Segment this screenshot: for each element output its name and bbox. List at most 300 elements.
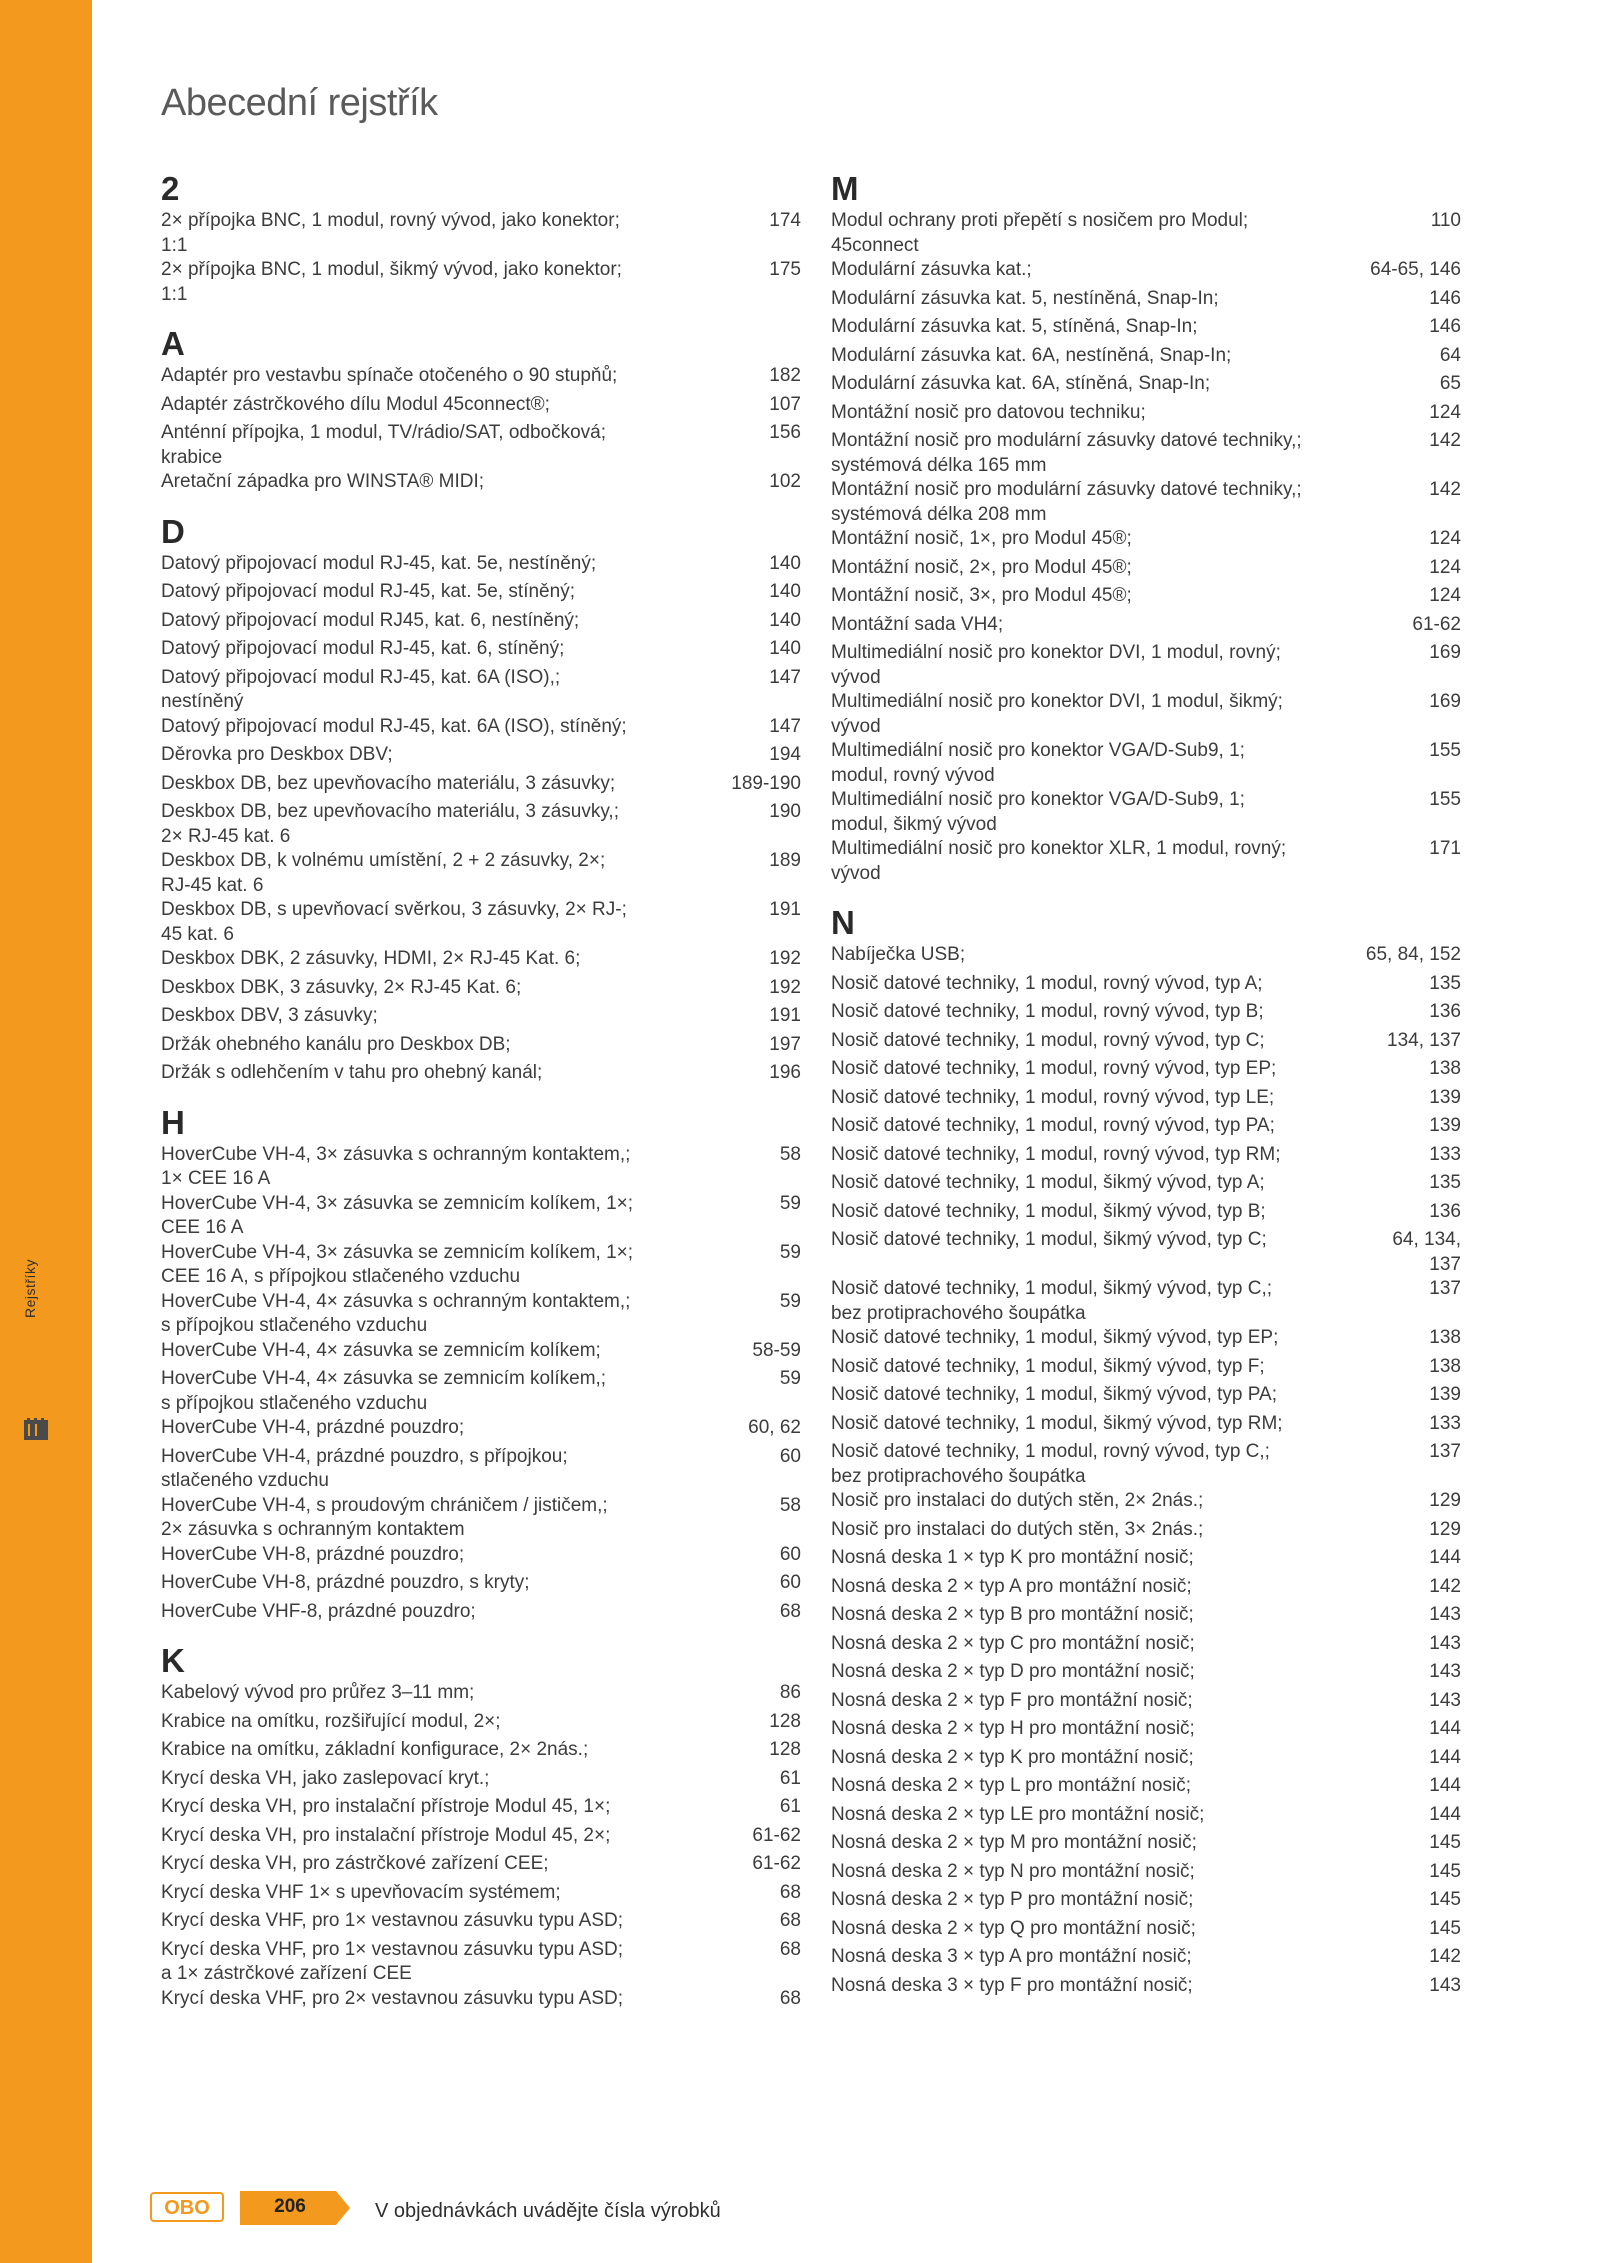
index-entry [831, 1575, 1461, 1600]
page-reference-value: 124 [1429, 585, 1461, 606]
index-entry [831, 788, 1461, 837]
entry-text: Deskbox DBK, 2 zásuvky, HDMI, 2× RJ-45 Kat. 6; [161, 948, 581, 969]
index-entry [831, 1489, 1461, 1514]
page-reference-value: 169 [1429, 642, 1461, 663]
page-reference-value: 174 [769, 210, 801, 231]
index-entry [161, 1600, 801, 1625]
entry-text: Nosič datové techniky, 1 modul, rovný vývod, typ PA; [831, 1115, 1275, 1136]
page-reference-value: 61 [779, 1796, 801, 1817]
index-entry [831, 1355, 1461, 1380]
page-reference [1429, 1831, 1461, 1856]
entry-text: HoverCube VH-4, 4× zásuvka se zemnicím kolíkem,; [161, 1368, 607, 1389]
entry-text: Nosič datové techniky, 1 modul, rovný vývod, typ LE; [831, 1086, 1275, 1108]
entry-text-continued: vývod [831, 715, 881, 737]
entry-text: Montážní nosič, 3×, pro Modul 45®; [831, 585, 1132, 606]
entry-text-continued: 2× zásuvka s ochranným kontaktem [161, 1519, 465, 1540]
page-reference-value: 143 [1429, 1974, 1461, 1996]
page-reference-value: 190 [769, 801, 801, 822]
page-reference-value: 189-190 [731, 772, 801, 794]
index-entry [831, 1546, 1461, 1571]
page-reference [1429, 1326, 1461, 1351]
page-reference [769, 258, 801, 283]
index-entry [831, 344, 1461, 369]
page-reference-value: 65 [1439, 373, 1461, 394]
page-reference-value: 145 [1429, 1889, 1461, 1910]
index-entry [161, 1192, 801, 1241]
page-reference [769, 637, 801, 662]
page-reference-value: 136 [1429, 1200, 1461, 1222]
page-reference-value: 68 [779, 1881, 801, 1903]
index-section [161, 1642, 801, 2011]
entry-text: Deskbox DB, bez upevňovacího materiálu, 3 zásuvky,; [161, 801, 619, 822]
index-entry [161, 1938, 801, 1987]
index-entry [831, 1412, 1461, 1437]
entry-text: Montážní sada VH4; [831, 613, 1004, 635]
index-entry [161, 1738, 801, 1763]
page-reference-value: 58 [779, 1494, 801, 1516]
page-reference-value: 59 [779, 1241, 801, 1263]
entry-text: HoverCube VH-4, 4× zásuvka se zemnicím kolíkem; [161, 1339, 601, 1361]
index-entry [831, 527, 1461, 552]
entry-text-continued: 1:1 [161, 234, 188, 256]
page-reference-value: 124 [1429, 528, 1461, 549]
index-tab-icon [24, 1418, 48, 1440]
page-reference-value: 58-59 [752, 1339, 801, 1361]
page-reference-value: 86 [779, 1682, 801, 1703]
page-reference-value-continued: 137 [1429, 1253, 1461, 1275]
entry-text: Datový připojovací modul RJ-45, kat. 6, stíněný; [161, 638, 565, 659]
entry-text: Nosič pro instalaci do dutých stěn, 3× 2nás.; [831, 1518, 1204, 1540]
entry-text-continued: stlačeného vzduchu [161, 1470, 329, 1491]
entry-text: Modulární zásuvka kat. 5, stíněná, Snap-In; [831, 316, 1198, 337]
index-entry [161, 947, 801, 972]
page-reference [1429, 1917, 1461, 1942]
index-entry [161, 1909, 801, 1934]
page-reference [1429, 1603, 1461, 1628]
entry-text: Nosná deska 2 × typ B pro montážní nosič; [831, 1604, 1194, 1625]
page-reference [1429, 1383, 1461, 1408]
index-entry [831, 1171, 1461, 1196]
page-reference [780, 1795, 801, 1820]
page-reference-value: 155 [1429, 740, 1461, 761]
page-reference-value: 144 [1429, 1775, 1461, 1796]
entry-text: Anténní přípojka, 1 modul, TV/rádio/SAT, odbočková; [161, 422, 606, 443]
page-reference-value: 68 [779, 1910, 801, 1931]
index-entry [831, 1660, 1461, 1685]
page-reference-value: 143 [1429, 1689, 1461, 1711]
index-entry [161, 393, 801, 418]
index-entry [161, 1445, 801, 1494]
page-reference [1429, 739, 1461, 764]
index-entry [161, 1987, 801, 2012]
index-entry [161, 1824, 801, 1849]
entry-text: Deskbox DBV, 3 zásuvky; [161, 1005, 378, 1026]
page-reference [1429, 556, 1461, 581]
entry-text: Datový připojovací modul RJ45, kat. 6, nestíněný; [161, 609, 580, 631]
entry-text-continued: nestíněný [161, 691, 244, 712]
index-entry [831, 613, 1461, 638]
index-entry [831, 1746, 1461, 1771]
entry-text: 2× přípojka BNC, 1 modul, šikmý vývod, jako konektor; [161, 259, 622, 280]
index-entry [831, 972, 1461, 997]
page-reference [769, 470, 801, 495]
index-entry [831, 641, 1461, 690]
index-entry [831, 1326, 1461, 1351]
index-entry [831, 372, 1461, 397]
entry-text-continued: modul, rovný vývod [831, 764, 995, 786]
page-reference-value: 138 [1429, 1355, 1461, 1377]
page-reference [1429, 1355, 1461, 1380]
index-section [161, 325, 801, 495]
page-reference [769, 849, 801, 874]
index-entry [161, 1143, 801, 1192]
entry-text: Adaptér zástrčkového dílu Modul 45connect®; [161, 393, 550, 415]
page-reference [1429, 1974, 1461, 1999]
entry-text: 2× přípojka BNC, 1 modul, rovný vývod, jako konektor; [161, 210, 620, 231]
page-reference [1387, 1029, 1461, 1054]
index-entry [161, 1767, 801, 1792]
page-reference-value: 139 [1429, 1384, 1461, 1405]
page-reference [1429, 1000, 1461, 1025]
page-reference [780, 1445, 801, 1470]
index-entry [831, 1440, 1461, 1489]
page-reference-value: 68 [779, 1600, 801, 1622]
index-entry [161, 898, 801, 947]
entry-text: Nosič datové techniky, 1 modul, šikmý vývod, typ EP; [831, 1327, 1279, 1348]
page-reference-value: 143 [1429, 1632, 1461, 1654]
page-reference [752, 1824, 801, 1849]
page-reference-value: 128 [769, 1710, 801, 1732]
section-letter: A [161, 325, 185, 362]
entry-text: Nosič datové techniky, 1 modul, rovný vývod, typ C,; [831, 1441, 1270, 1462]
page-reference-value: 134, 137 [1387, 1029, 1461, 1051]
index-entry [161, 364, 801, 389]
index-entry [831, 1114, 1461, 1139]
page-reference [1429, 429, 1461, 454]
page-reference [769, 800, 801, 825]
page-reference-value: 68 [779, 1938, 801, 1960]
entry-text: Nosná deska 2 × typ C pro montážní nosič; [831, 1632, 1195, 1654]
entry-text: Držák ohebného kanálu pro Deskbox DB; [161, 1033, 511, 1055]
page-reference-value: 145 [1429, 1860, 1461, 1882]
page-reference-value: 194 [769, 744, 801, 765]
entry-text: Nosič datové techniky, 1 modul, šikmý vývod, typ C,; [831, 1278, 1273, 1299]
side-label: Rejstříky [22, 1259, 38, 1318]
entry-text-continued: systémová délka 165 mm [831, 454, 1047, 476]
page-reference-value: 140 [769, 609, 801, 631]
index-entry [161, 1681, 801, 1706]
page-reference [769, 947, 801, 972]
page-reference-value: 146 [1429, 287, 1461, 309]
index-entry [831, 478, 1461, 527]
index-entry [161, 1571, 801, 1596]
index-entry [161, 849, 801, 898]
index-entry [831, 1086, 1461, 1111]
page-reference-value: 129 [1429, 1490, 1461, 1511]
page-reference [1429, 1746, 1461, 1771]
page-reference-value: 191 [769, 1005, 801, 1026]
page-reference-value: 133 [1429, 1143, 1461, 1165]
page-reference-value: 135 [1429, 972, 1461, 994]
index-entry [161, 1710, 801, 1735]
entry-text: Modulární zásuvka kat.; [831, 259, 1032, 280]
page-reference [1440, 372, 1461, 397]
entry-text: HoverCube VHF-8, prázdné pouzdro; [161, 1600, 476, 1622]
index-entry [831, 1632, 1461, 1657]
page-reference [1429, 1945, 1461, 1970]
entry-text: Krabice na omítku, rozšiřující modul, 2×; [161, 1710, 501, 1732]
page-reference [1429, 1717, 1461, 1742]
page-reference-value: 171 [1429, 838, 1461, 859]
entry-text: Multimediální nosič pro konektor XLR, 1 modul, rovný; [831, 838, 1287, 859]
page-reference [1429, 1660, 1461, 1685]
page-reference-value: 137 [1429, 1441, 1461, 1462]
page-reference [1429, 527, 1461, 552]
entry-text: Krycí deska VH, pro instalační přístroje Modul 45, 1×; [161, 1796, 611, 1817]
entry-text-continued: bez protiprachového šoupátka [831, 1465, 1086, 1487]
page-reference [780, 1494, 801, 1519]
index-entry [831, 1029, 1461, 1054]
index-entry [831, 1774, 1461, 1799]
page-title: Abecední rejstřík [161, 82, 438, 124]
section-letter: 2 [161, 170, 180, 207]
page-reference [752, 1339, 801, 1364]
page-reference-value: 139 [1429, 1115, 1461, 1136]
page-reference [769, 666, 801, 691]
index-entry [831, 401, 1461, 426]
entry-text-continued: vývod [831, 666, 881, 688]
section-letter: K [161, 1642, 185, 1679]
index-entry [161, 1416, 801, 1441]
index-entry [161, 666, 801, 715]
index-section [161, 513, 801, 1086]
entry-text: HoverCube VH-4, 4× zásuvka s ochranným kontaktem,; [161, 1290, 631, 1312]
page-reference [1429, 1774, 1461, 1799]
section-letter: D [161, 512, 185, 550]
index-entry [831, 1888, 1461, 1913]
page-reference-value: 136 [1429, 1001, 1461, 1022]
entry-text: Nosič datové techniky, 1 modul, šikmý vývod, typ B; [831, 1200, 1266, 1222]
page-reference-value: 68 [779, 1987, 801, 2009]
entry-text: Nosná deska 1 × typ K pro montážní nosič; [831, 1547, 1194, 1568]
entry-text-continued: 1:1 [161, 283, 188, 305]
entry-text-continued: 1× CEE 16 A [161, 1168, 271, 1189]
index-entry [831, 1603, 1461, 1628]
entry-text: Modulární zásuvka kat. 6A, nestíněná, Snap-In; [831, 344, 1232, 366]
entry-text-continued: systémová délka 208 mm [831, 503, 1047, 525]
page-reference [1429, 1489, 1461, 1514]
index-entry [831, 1831, 1461, 1856]
page-reference-value: 138 [1429, 1327, 1461, 1348]
entry-text: Nosič datové techniky, 1 modul, šikmý vývod, typ F; [831, 1355, 1265, 1377]
index-entry [831, 1228, 1461, 1277]
page-reference [1429, 1086, 1461, 1111]
page-reference-value: 147 [769, 666, 801, 688]
index-entry [831, 1945, 1461, 1970]
index-entry [831, 690, 1461, 739]
page-reference [780, 1987, 801, 2012]
entry-text: Nosná deska 2 × typ P pro montážní nosič; [831, 1889, 1194, 1910]
page-reference [780, 1881, 801, 1906]
index-entry [161, 976, 801, 1001]
index-entry [831, 1200, 1461, 1225]
entry-text: Modul ochrany proti přepětí s nosičem pro Modul; [831, 210, 1249, 231]
obo-logo [150, 2192, 224, 2222]
page-reference-value: 124 [1429, 556, 1461, 578]
section-letter: M [831, 170, 859, 207]
entry-text: Kabelový vývod pro průřez 3–11 mm; [161, 1682, 475, 1703]
entry-text: Datový připojovací modul RJ-45, kat. 5e, nestíněný; [161, 552, 597, 574]
page-reference-value: 145 [1429, 1832, 1461, 1853]
entry-text: Krycí deska VH, pro zástrčkové zařízení CEE; [161, 1853, 549, 1874]
entry-text: Krycí deska VH, jako zaslepovací kryt.; [161, 1767, 490, 1789]
index-entry [831, 739, 1461, 788]
entry-text: Držák s odlehčením v tahu pro ohebný kanál; [161, 1062, 543, 1083]
page-reference [1429, 972, 1461, 997]
index-entry [831, 1057, 1461, 1082]
page-reference [1429, 401, 1461, 426]
index-entry [831, 209, 1461, 258]
page-reference [1429, 584, 1461, 609]
index-entry [161, 1795, 801, 1820]
index-entry [161, 1367, 801, 1416]
page-reference-value: 142 [1429, 479, 1461, 500]
page-reference [769, 715, 801, 740]
page-reference [1429, 315, 1461, 340]
entry-text: Multimediální nosič pro konektor VGA/D-Sub9, 1; [831, 740, 1245, 761]
index-entry [831, 584, 1461, 609]
page-reference [780, 1192, 801, 1217]
entry-text-continued: CEE 16 A [161, 1217, 244, 1238]
index-entry [831, 1143, 1461, 1168]
page-reference-value: 147 [769, 715, 801, 737]
page-reference-value: 144 [1429, 1803, 1461, 1825]
page-reference [1429, 1860, 1461, 1885]
section-letter: H [161, 1103, 185, 1141]
entry-text: Aretační západka pro WINSTA® MIDI; [161, 471, 485, 492]
page-reference-value: 144 [1429, 1746, 1461, 1768]
index-entry [831, 258, 1461, 283]
page-reference-value: 110 [1430, 210, 1461, 231]
entry-text: Multimediální nosič pro konektor DVI, 1 modul, rovný; [831, 642, 1281, 663]
entry-text: Nosná deska 3 × typ F pro montážní nosič; [831, 1974, 1193, 1996]
index-entry [831, 1383, 1461, 1408]
page-reference-value: 65, 84, 152 [1365, 944, 1461, 965]
entry-text: Montážní nosič pro datovou techniku; [831, 401, 1146, 423]
entry-text: Nosič datové techniky, 1 modul, rovný vývod, typ EP; [831, 1058, 1277, 1079]
page-reference-value: 60, 62 [748, 1417, 801, 1438]
page-reference-value: 175 [769, 259, 801, 280]
page-reference [780, 1909, 801, 1934]
page-reference-value: 144 [1429, 1718, 1461, 1739]
index-column-right [831, 170, 1461, 2016]
index-entry [161, 1494, 801, 1543]
entry-text: Multimediální nosič pro konektor DVI, 1 modul, šikmý; [831, 691, 1283, 712]
page-reference-value: 102 [769, 471, 801, 492]
index-entry [161, 1290, 801, 1339]
page-reference [769, 743, 801, 768]
page-reference-value: 107 [769, 393, 801, 415]
page-reference-value: 133 [1429, 1412, 1461, 1434]
page-reference [780, 1241, 801, 1266]
page-reference-value: 191 [769, 899, 801, 920]
index-entry [831, 1277, 1461, 1326]
page-reference [731, 772, 801, 797]
entry-text: Modulární zásuvka kat. 5, nestíněná, Snap-In; [831, 287, 1219, 309]
page-reference [748, 1416, 801, 1441]
entry-text: Montážní nosič, 1×, pro Modul 45®; [831, 528, 1132, 549]
page-reference [769, 393, 801, 418]
index-entry [831, 943, 1461, 968]
entry-text: Děrovka pro Deskbox DBV; [161, 744, 393, 765]
entry-text: Nabíječka USB; [831, 944, 966, 965]
index-entry [161, 470, 801, 495]
entry-text-continued: vývod [831, 862, 881, 884]
page-reference-value: 145 [1429, 1917, 1461, 1939]
page-reference-value: 135 [1429, 1172, 1461, 1193]
page-reference-value: 61-62 [1412, 613, 1461, 635]
entry-text: Krabice na omítku, základní konfigurace, 2× 2nás.; [161, 1739, 589, 1760]
page-reference [1429, 1143, 1461, 1168]
page-reference [1429, 1518, 1461, 1543]
entry-text: Adaptér pro vestavbu spínače otočeného o 90 stupňů; [161, 365, 618, 386]
entry-text: HoverCube VH-4, prázdné pouzdro; [161, 1417, 465, 1438]
index-entry [831, 1689, 1461, 1714]
page-reference [769, 364, 801, 389]
index-entry [831, 1974, 1461, 1999]
entry-text: HoverCube VH-8, prázdné pouzdro, s kryty; [161, 1572, 530, 1593]
page-reference-value: 137 [1429, 1278, 1461, 1299]
entry-text: Montážní nosič, 2×, pro Modul 45®; [831, 556, 1132, 578]
page-reference-value: 143 [1429, 1604, 1461, 1625]
entry-text-continued: modul, šikmý vývod [831, 813, 997, 835]
index-entry [161, 552, 801, 577]
page-number: 206 [274, 2196, 306, 2217]
page-reference-value: 142 [1429, 430, 1461, 451]
entry-text: Nosná deska 2 × typ K pro montážní nosič; [831, 1746, 1194, 1768]
page-reference-value: 59 [779, 1192, 801, 1214]
page-reference-value: 189 [769, 850, 801, 871]
page-reference-value: 192 [769, 948, 801, 969]
index-entry [831, 1860, 1461, 1885]
page-reference [1429, 1412, 1461, 1437]
page-reference-value: 60 [779, 1543, 801, 1565]
page-reference [780, 1938, 801, 1963]
index-entry [161, 1339, 801, 1364]
page-reference [769, 552, 801, 577]
page-reference [1429, 287, 1461, 312]
index-entry [161, 1241, 801, 1290]
page-reference [769, 421, 801, 446]
entry-text: Nosič datové techniky, 1 modul, šikmý vývod, typ RM; [831, 1412, 1283, 1434]
page-reference-value: 140 [769, 638, 801, 659]
page-reference [1429, 1575, 1461, 1600]
section-letter: N [831, 904, 855, 941]
page-reference [769, 1061, 801, 1086]
page-reference-value: 64-65, 146 [1370, 259, 1461, 280]
page-reference [1370, 258, 1461, 283]
index-entry [831, 287, 1461, 312]
index-entry [831, 429, 1461, 478]
entry-text: Nosná deska 2 × typ LE pro montážní nosič; [831, 1803, 1205, 1825]
index-entry [831, 556, 1461, 581]
entry-text-continued: a 1× zástrčkové zařízení CEE [161, 1963, 412, 1984]
entry-text: Deskbox DB, bez upevňovacího materiálu, 3 zásuvky; [161, 772, 616, 794]
index-section [161, 170, 801, 307]
entry-text: Nosič datové techniky, 1 modul, rovný vývod, typ RM; [831, 1143, 1281, 1165]
page-reference-value: 139 [1429, 1086, 1461, 1108]
page-reference-value: 64, 134, [1392, 1229, 1461, 1250]
